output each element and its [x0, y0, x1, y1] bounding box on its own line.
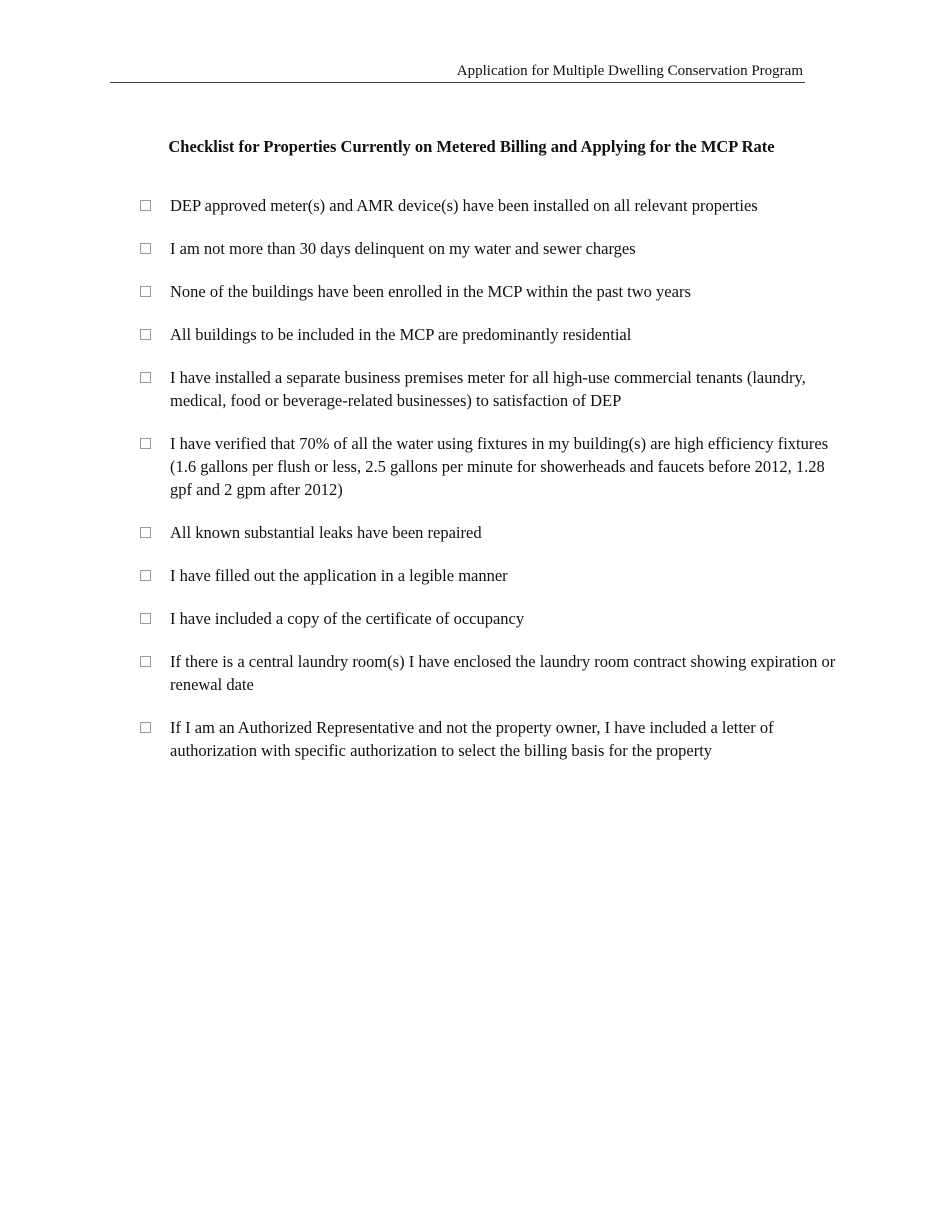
checkbox-icon[interactable] — [140, 372, 151, 383]
checklist-item-leaks-repaired — [138, 521, 838, 544]
checkbox-icon[interactable] — [140, 200, 151, 211]
checklist-item-label: I have installed a separate business premises meter for all high-use commercial tenants (laundry, medical, food or beverage-related businesses) to satisfaction of DEP — [170, 368, 806, 410]
checkbox-icon[interactable] — [140, 570, 151, 581]
checkbox-icon[interactable] — [140, 656, 151, 667]
checklist-item-label: DEP approved meter(s) and AMR device(s) have been installed on all relevant properties — [170, 196, 758, 215]
running-header-title: Application for Multiple Dwelling Conservation Program — [456, 63, 803, 79]
checklist-item-label: All known substantial leaks have been repaired — [170, 523, 482, 542]
checklist-item-label: I am not more than 30 days delinquent on my water and sewer charges — [170, 239, 636, 258]
checkbox-icon[interactable] — [140, 243, 151, 254]
checklist-item-authorization-letter — [138, 716, 838, 762]
checklist-item-label: If I am an Authorized Representative and not the property owner, I have included a letter of authorization with specific authorization to select the billing basis for the property — [170, 718, 774, 760]
checklist-item-label: All buildings to be included in the MCP are predominantly residential — [170, 325, 632, 344]
checklist-item-legible-application — [138, 564, 838, 587]
checkbox-icon[interactable] — [140, 438, 151, 449]
checkbox-icon[interactable] — [140, 613, 151, 624]
checklist-item-label: I have filled out the application in a legible manner — [170, 566, 508, 585]
checklist-item-label: I have verified that 70% of all the water using fixtures in my building(s) are high efficiency fixtures (1.6 gallons per flush or less, 2.5 gallons per minute for showerheads and faucets before 2012, 1.28 gpf and 2 gpm after 2012) — [170, 434, 829, 499]
checklist-item-efficient-fixtures — [138, 432, 838, 501]
checklist-item-certificate-of-occupancy — [138, 607, 838, 630]
checklist-item-label: I have included a copy of the certificate of occupancy — [170, 609, 525, 628]
checkbox-icon[interactable] — [140, 722, 151, 733]
checkbox-icon[interactable] — [140, 286, 151, 297]
running-header — [110, 62, 805, 83]
checklist-item-residential — [138, 323, 838, 346]
checklist-item-not-delinquent — [138, 237, 838, 260]
checklist-item-business-meter — [138, 366, 838, 412]
checklist — [138, 194, 838, 782]
checklist-item-not-enrolled-recently — [138, 280, 838, 303]
checklist-item-laundry-contract — [138, 650, 838, 696]
checklist-item-label: If there is a central laundry room(s) I have enclosed the laundry room contract showing expiration or renewal date — [170, 652, 836, 694]
checkbox-icon[interactable] — [140, 329, 151, 340]
page-title: Checklist for Properties Currently on Metered Billing and Applying for the MCP Rate — [168, 137, 775, 156]
checklist-item-label: None of the buildings have been enrolled in the MCP within the past two years — [170, 282, 691, 301]
checklist-item-meters-installed — [138, 194, 838, 217]
checkbox-icon[interactable] — [140, 527, 151, 538]
